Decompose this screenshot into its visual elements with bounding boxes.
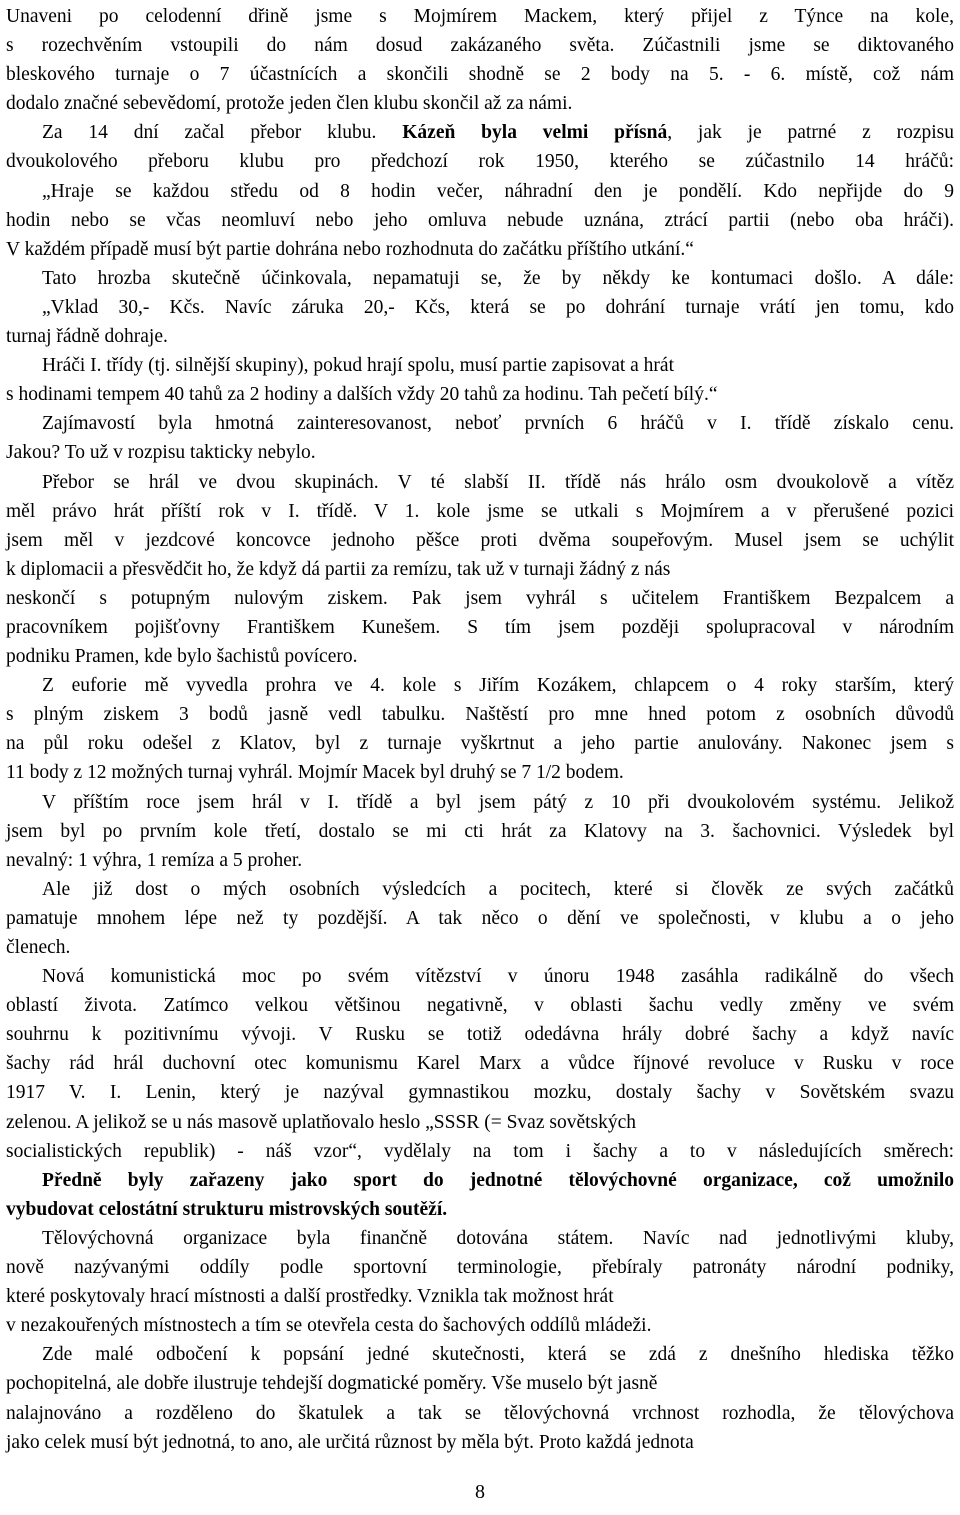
text-line: V příštím roce jsem hrál v I. třídě a byl jsem pátý z 10 při dvoukolovém systému. Jelikož xyxy=(42,791,954,813)
text-line: podniku Pramen, kde bylo šachistů povícero. xyxy=(6,646,358,668)
text-line: s plným ziskem 3 bodů jasně vedl tabulku. Naštěstí pro mne hned potom z osobních důvodů xyxy=(6,704,954,726)
text-line: socialistických republik) - náš vzor“, vydělaly na tom i šachy a to v následujících směrech: xyxy=(6,1140,954,1162)
text-line: Ale již dost o mých osobních výsledcích a pocitech, které si člověk ze svých začátků xyxy=(42,878,954,900)
text-line: nevalný: 1 výhra, 1 remíza a 5 proher. xyxy=(6,849,303,871)
text-line: s rozechvěním vstoupili do nám dosud zakázaného světa. Zúčastnili jsme se diktovaného xyxy=(6,35,954,57)
text-line: členech. xyxy=(6,937,71,958)
text-line: Přebor se hrál ve dvou skupinách. V té slabší II. třídě nás hrálo osm dvoukolově a vítěz xyxy=(42,471,954,493)
text-line: bleskového turnaje o 7 účastnících a skončili shodně se 2 body na 5. - 6. místě, což nám xyxy=(6,64,954,86)
text-line: jako celek musí být jednotná, to ano, ale určitá různost by měla být. Proto každá jednota xyxy=(6,1431,694,1453)
text-line: zelenou. A jelikož se u nás masově uplatňovalo heslo „SSSR (= Svaz sovětských xyxy=(6,1111,637,1133)
text-line: hodin nebo se včas neomluví nebo jeho omluva nebude uznána, ztrácí partii (nebo oba hráči). xyxy=(6,209,954,231)
text-line: Tato hrozba skutečně účinkovala, nepamatuji se, že by někdy ke kontumaci došlo. A dále: xyxy=(42,267,954,289)
text-line: Hráči I. třídy (tj. silnější skupiny), pokud hrají spolu, musí partie zapisovat a hrát xyxy=(42,355,674,377)
text-line: pochopitelná, ale dobře ilustruje tehdejší dogmatické poměry. Vše muselo být jasně xyxy=(6,1373,658,1395)
text-line: šachy rád hrál duchovní otec komunismu Karel Marx a vůdce říjnové revoluce v Rusku v roce xyxy=(6,1053,954,1075)
text-line: dodalo značné sebevědomí, protože jeden člen klubu skončil až za námi. xyxy=(6,93,573,115)
text-line: k diplomacii a přesvědčit ho, že když dá partii za remízu, tak už v turnaji žádný z nás xyxy=(6,558,671,580)
text-line: oblastí života. Zatímco velkou většinou negativně, v oblasti šachu vedly změny ve svém xyxy=(6,995,954,1017)
text-line: „Hraje se každou středu od 8 hodin večer, náhradní den je pondělí. Kdo nepřijde do 9 xyxy=(42,180,954,202)
text-line: Jakou? To už v rozpisu takticky nebylo. xyxy=(6,442,316,464)
text-line: neskončí s potupným nulovým ziskem. Pak jsem vyhrál s učitelem Františkem Bezpalcem a xyxy=(6,587,954,609)
text-run: , jak je patrné z rozpisu xyxy=(667,122,954,144)
text-line: na půl roku odešel z Klatov, byl z turnaje vyškrtnut a jeho partie anulovány. Nakonec jsem s xyxy=(6,733,954,755)
text-line: Unaveni po celodenní dřině jsme s Mojmírem Mackem, který přijel z Týnce na kole, xyxy=(6,6,954,27)
text-line: dvoukolového přeboru klubu pro předchozí rok 1950, kterého se zúčastnilo 14 hráčů: xyxy=(6,151,954,173)
text-line: turnaj řádně dohraje. xyxy=(6,326,168,348)
text-line: nalajnováno a rozděleno do škatulek a tak se tělovýchovná vrchnost rozhodla, že tělovýchova xyxy=(6,1402,954,1424)
text-line: Z euforie mě vyvedla prohra ve 4. kole s Jiřím Kozákem, chlapcem o 4 roky starším, který xyxy=(42,675,954,697)
text-line: pamatuje mnohem lépe než ty pozdější. A tak něco o dění ve společnosti, v klubu a o jeho xyxy=(6,907,954,929)
text-run: Za 14 dní začal přebor klubu. xyxy=(42,122,377,144)
text-line: které poskytovaly hrací místnosti a další prostředky. Vznikla tak možnost hrát xyxy=(6,1286,614,1308)
text-line: V každém případě musí být partie dohrána nebo rozhodnuta do začátku příštího utkání.“ xyxy=(6,238,694,260)
text-line: vybudovat celostátní strukturu mistrovských soutěží. xyxy=(6,1198,448,1220)
text-line: Tělovýchovná organizace byla finančně dotována státem. Navíc nad jednotlivými kluby, xyxy=(42,1227,954,1249)
text-line: Nová komunistická moc po svém vítězství v únoru 1948 zasáhla radikálně do všech xyxy=(42,966,954,988)
text-line: 11 body z 12 možných turnaj vyhrál. Mojmír Macek byl druhý se 7 1/2 bodem. xyxy=(6,762,624,784)
text-line xyxy=(6,118,954,147)
document-body xyxy=(6,2,954,1457)
text-line: nově nazývanými oddíly podle sportovní terminologie, přebíraly patronáty národní podniky, xyxy=(6,1257,954,1279)
text-line: jsem byl po prvním kole třetí, dostalo se mi cti hrát za Klatovy na 3. šachovnici. Výsledek byl xyxy=(6,820,954,842)
text-line: 1917 V. I. Lenin, který je nazýval gymnastikou mozku, dostaly šachy v Sovětském svazu xyxy=(6,1082,954,1104)
text-line: pracovníkem pojišťovny Františkem Kunešem. S tím jsem později spolupracoval v národním xyxy=(6,616,954,638)
text-line: Zde malé odbočení k popsání jedné skutečnosti, která se zdá z dnešního hlediska těžko xyxy=(42,1344,954,1366)
text-line: měl právo hrát příští rok v I. třídě. V 1. kole jsme se utkali s Mojmírem a v přerušené pozici xyxy=(6,500,954,522)
text-line: v nezakouřených místnostech a tím se otevřela cesta do šachových oddílů mládeži. xyxy=(6,1315,652,1337)
text-line: Předně byly zařazeny jako sport do jednotné tělovýchovné organizace, což umožnilo xyxy=(42,1169,954,1191)
text-line: „Vklad 30,- Kčs. Navíc záruka 20,- Kčs, která se po dohrání turnaje vrátí jen tomu, kdo xyxy=(42,296,954,318)
bold-text-run: Kázeň byla velmi přísná xyxy=(402,122,668,144)
text-line: s hodinami tempem 40 tahů za 2 hodiny a dalších vždy 20 tahů za hodinu. Tah pečetí bílý.“ xyxy=(6,384,718,406)
text-line: Zajímavostí byla hmotná zainteresovanost, neboť prvních 6 hráčů v I. třídě získalo cenu. xyxy=(42,413,954,435)
page-number: 8 xyxy=(475,1481,485,1503)
text-line: souhrnu k pozitivnímu vývoji. V Rusku se totiž odedávna hrály dobré šachy a když navíc xyxy=(6,1024,954,1046)
text-line: jsem měl v jezdcové koncovce jednoho pěšce proti dvěma soupeřovým. Musel jsem se uchýlit xyxy=(6,529,954,551)
